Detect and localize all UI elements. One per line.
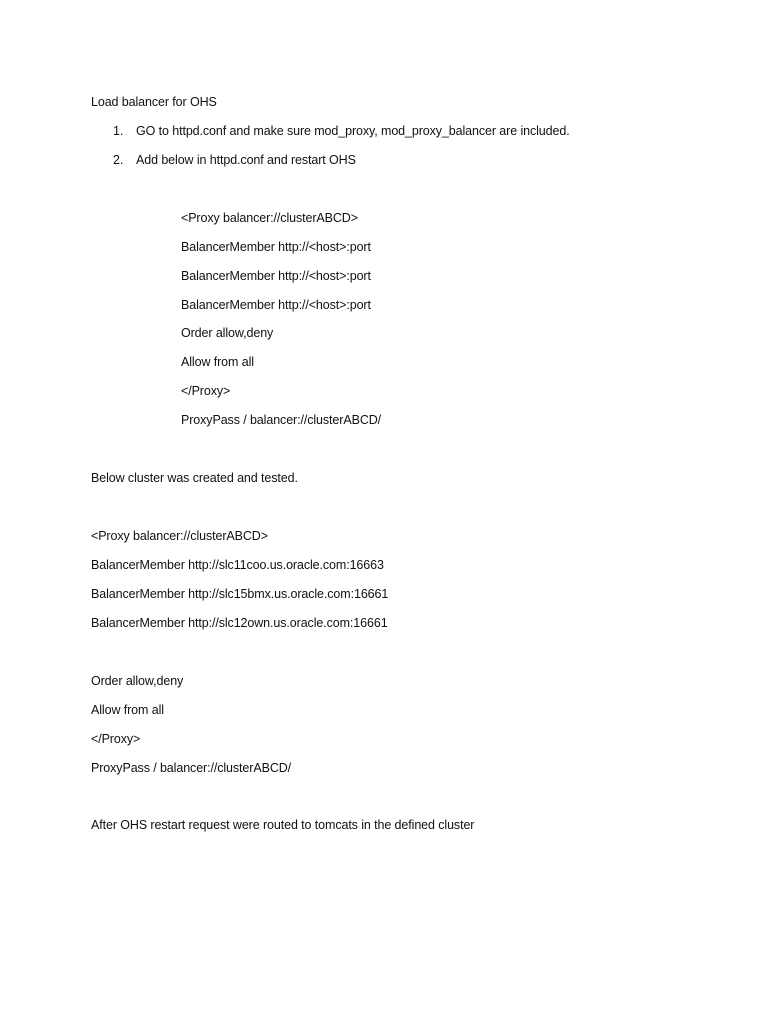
tested-config-line: ProxyPass / balancer://clusterABCD/: [91, 761, 292, 775]
template-config-line: BalancerMember http://<host>:port: [181, 240, 371, 254]
template-config-line: Allow from all: [181, 355, 254, 369]
step-number: 2.: [113, 153, 124, 167]
tested-config-line: <Proxy balancer://clusterABCD>: [91, 529, 268, 543]
tested-config-line: BalancerMember http://slc15bmx.us.oracle.com:16661: [91, 587, 389, 601]
tested-config-line: </Proxy>: [91, 732, 141, 746]
template-config-line: BalancerMember http://<host>:port: [181, 269, 371, 283]
tested-config-line: Allow from all: [91, 703, 164, 717]
template-config-line: <Proxy balancer://clusterABCD>: [181, 211, 358, 225]
tested-config-line: BalancerMember http://slc11coo.us.oracle.com:16663: [91, 558, 384, 572]
tested-intro: Below cluster was created and tested.: [91, 471, 298, 485]
step-text: Add below in httpd.conf and restart OHS: [136, 153, 356, 167]
tested-config-line: Order allow,deny: [91, 674, 184, 688]
template-config-line: Order allow,deny: [181, 326, 274, 340]
document-heading: Load balancer for OHS: [91, 95, 217, 109]
template-config-line: </Proxy>: [181, 384, 231, 398]
template-config-line: BalancerMember http://<host>:port: [181, 298, 371, 312]
template-config-line: ProxyPass / balancer://clusterABCD/: [181, 413, 382, 427]
conclusion-text: After OHS restart request were routed to tomcats in the defined cluster: [91, 818, 475, 832]
step-number: 1.: [113, 124, 124, 138]
step-text: GO to httpd.conf and make sure mod_proxy, mod_proxy_balancer are included.: [136, 124, 570, 138]
tested-config-line: BalancerMember http://slc12own.us.oracle.com:16661: [91, 616, 388, 630]
